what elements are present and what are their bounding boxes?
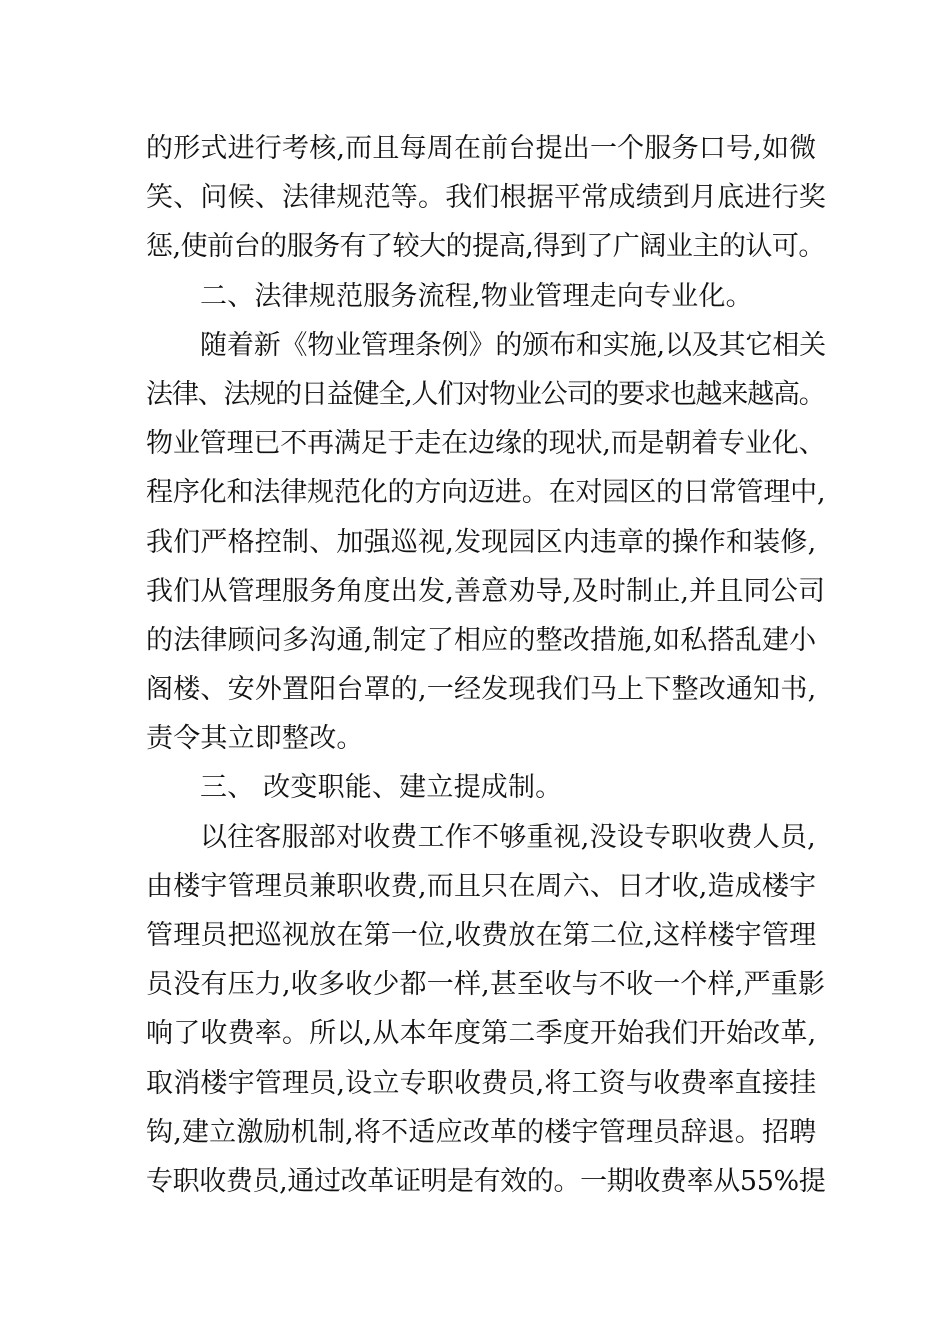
text-line: 法律、法规的日益健全,人们对物业公司的要求也越来越高。 <box>146 378 825 410</box>
text-line: 责令其立即整改。 <box>146 723 364 755</box>
document-body-text <box>146 124 826 1206</box>
text-line: 二、法律规范服务流程,物业管理走向专业化。 <box>200 280 753 312</box>
text-line: 取消楼宇管理员,设立专职收费员,将工资与收费率直接挂 <box>146 1067 817 1099</box>
text-line: 专职收费员,通过改革证明是有效的。一期收费率从55%提 <box>146 1165 826 1197</box>
text-line: 三、 改变职能、建立提成制。 <box>200 772 563 804</box>
text-line: 的法律顾问多沟通,制定了相应的整改措施,如私搭乱建小 <box>146 624 817 656</box>
text-line: 我们从管理服务角度出发,善意劝导,及时制止,并且同公司 <box>146 575 826 607</box>
text-line: 随着新《物业管理条例》的颁布和实施,以及其它相关 <box>200 329 827 361</box>
text-line: 惩,使前台的服务有了较大的提高,得到了广阔业主的认可。 <box>146 231 825 263</box>
text-line: 以往客服部对收费工作不够重视,没设专职收费人员, <box>200 821 816 853</box>
text-line: 阁楼、安外置阳台罩的,一经发现我们马上下整改通知书, <box>146 674 817 706</box>
text-line: 管理员把巡视放在第一位,收费放在第二位,这样楼宇管理 <box>146 920 817 951</box>
text-line: 由楼宇管理员兼职收费,而且只在周六、日才收,造成楼宇 <box>146 870 817 902</box>
text-line: 员没有压力,收多收少都一样,甚至收与不收一个样,严重影 <box>146 969 826 1001</box>
text-line: 笑、问候、法律规范等。我们根据平常成绩到月底进行奖 <box>146 182 826 214</box>
text-line: 我们严格控制、加强巡视,发现园区内违章的操作和装修, <box>146 526 817 558</box>
text-line: 的形式进行考核,而且每周在前台提出一个服务口号,如微 <box>146 133 817 164</box>
text-line: 物业管理已不再满足于走在边缘的现状,而是朝着专业化、 <box>146 428 826 460</box>
text-line: 响了收费率。所以,从本年度第二季度开始我们开始改革, <box>146 1018 817 1050</box>
text-line: 钩,建立激励机制,将不适应改革的楼宇管理员辞退。招聘 <box>146 1116 817 1148</box>
text-line: 程序化和法律规范化的方向迈进。在对园区的日常管理中, <box>146 477 826 509</box>
